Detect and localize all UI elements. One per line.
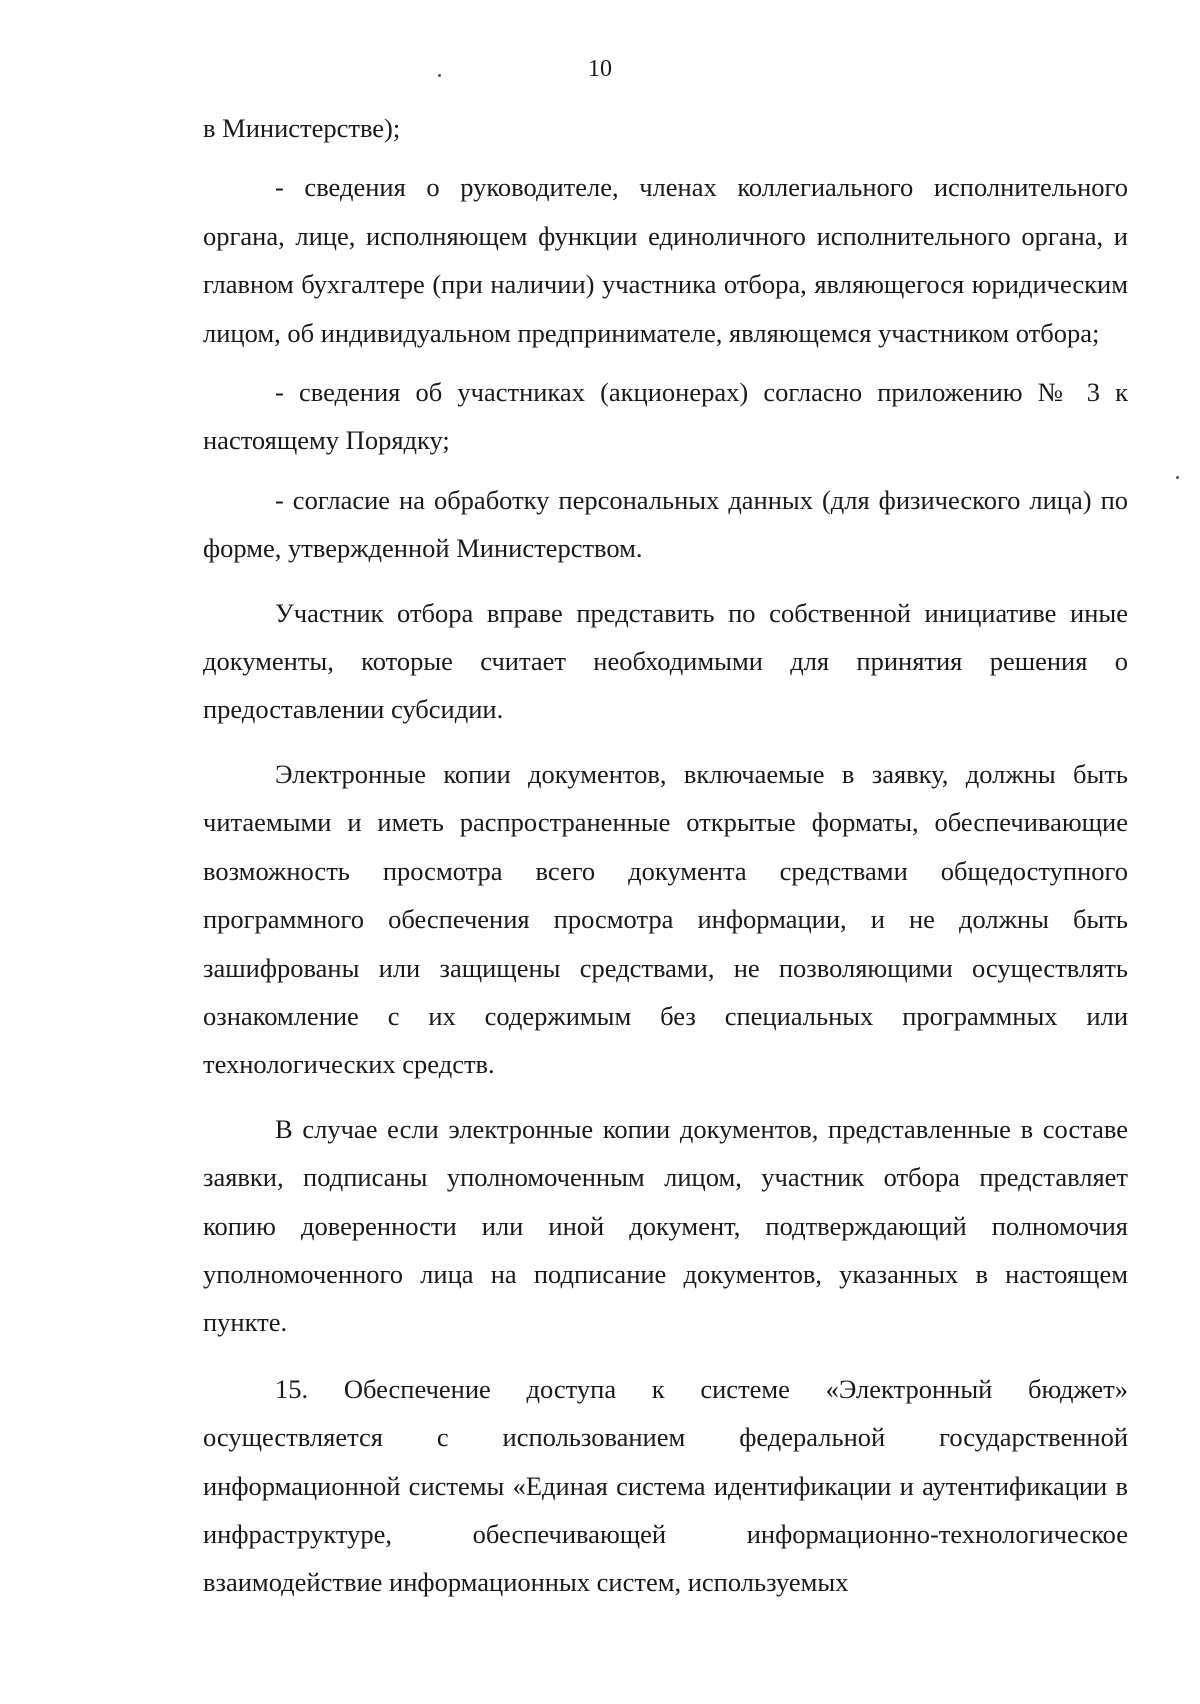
paragraph-continuation: в Министерстве); bbox=[203, 113, 401, 143]
paragraph-electronic-copies: Электронные копии документов, включаемые в заявку, должны быть читаемыми и иметь распространенные открытые форматы, обеспечивающие возможность просмотра всего документа средствами общедоступного программного обеспечения просмотра информации, и не должны быть зашифрованы или защищены средствами, не позволяющими осуществлять ознакомление с их содержимым без специальных программных или технологических средств. bbox=[203, 758, 1128, 1080]
list-item-shareholders-info: - сведения об участниках (акционерах) согласно приложению № 3 к настоящему Порядку; bbox=[203, 377, 1128, 456]
scan-speck bbox=[438, 74, 441, 77]
paragraph-item-15: 15. Обеспечение доступа к системе «Электронный бюджет» осуществляется с использованием федеральной государственной информационной системы «Единая система идентификации и аутентификации в инфраструктуре, обеспечивающей информационно-технологическое взаимодействие информационных систем, используемых bbox=[203, 1373, 1128, 1598]
scan-speck bbox=[1176, 476, 1179, 479]
page-number: 10 bbox=[588, 56, 612, 82]
list-item-personal-data-consent: - согласие на обработку персональных данных (для физического лица) по форме, утвержденной Министерством. bbox=[203, 484, 1128, 564]
paragraph-authorized-person: В случае если электронные копии документов, представленные в составе заявки, подписаны уполномоченным лицом, участник отбора представляет копию доверенности или иной документ, подтверждающий полномочия уполномоченного лица на подписание документов, указанных в настоящем пункте. bbox=[203, 1113, 1128, 1338]
list-item-management-info: - сведения о руководителе, членах коллегиального исполнительного органа, лице, исполняющем функции единоличного исполнительного органа, и главном бухгалтере (при наличии) участника отбора, являющегося юридическим лицом, об индивидуальном предпринимателе, являющемся участником отбора; bbox=[203, 172, 1128, 348]
document-body bbox=[203, 104, 1128, 1607]
paragraph-additional-documents: Участник отбора вправе представить по собственной инициативе иные документы, которые считает необходимыми для принятия решения о предоставлении субсидии. bbox=[203, 597, 1128, 725]
